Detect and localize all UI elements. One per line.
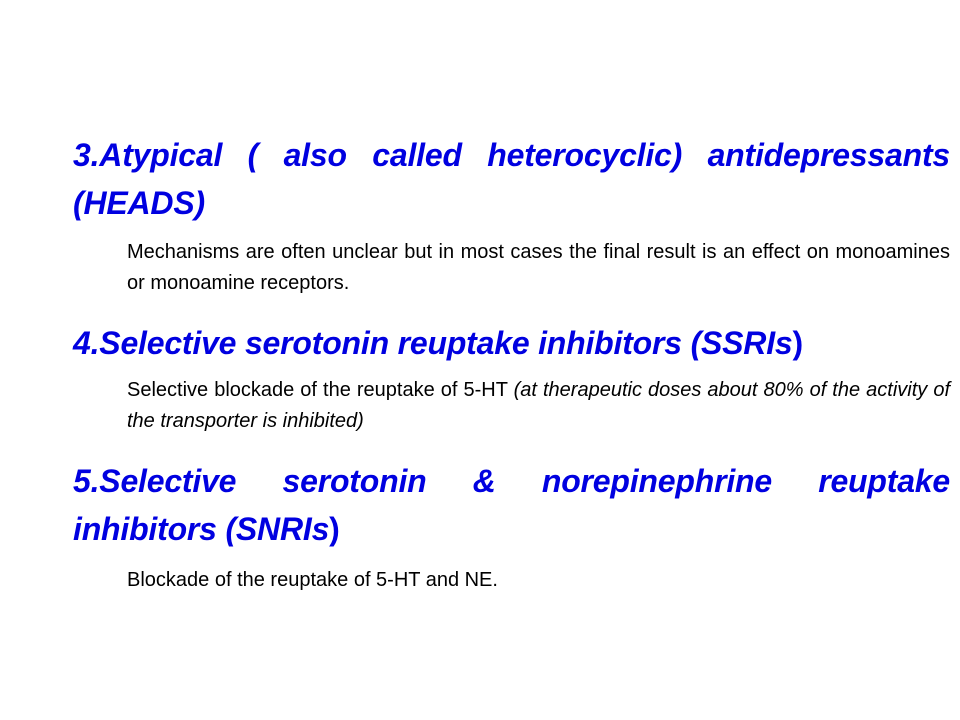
- body-italic-text: (at therapeutic doses about 80% of the activity of the transporter is inhibited): [127, 379, 950, 432]
- heading-ssris: [73, 319, 950, 367]
- heading-text: Selective serotonin reuptake inhibitors (SSRIs: [99, 325, 793, 361]
- slide-content: [73, 131, 950, 616]
- heading-snris: [73, 457, 950, 553]
- heading-number: 4.: [73, 325, 100, 361]
- heading-text: Atypical ( also called heterocyclic) antidepressants (HEADS): [73, 137, 950, 221]
- heading-number: 5.: [73, 463, 100, 499]
- body-atypical-mechanisms: Mechanisms are often unclear but in most cases the final result is an effect on monoamines or monoamine receptors.: [127, 241, 950, 294]
- body-snris: Blockade of the reuptake of 5-HT and NE.: [127, 569, 498, 591]
- heading-close-paren: ): [792, 325, 803, 361]
- heading-number: 3.: [73, 137, 100, 173]
- body-plain-text: Selective blockade of the reuptake of 5-HT: [127, 379, 514, 401]
- heading-close-paren: ): [329, 511, 340, 547]
- heading-text: Selective serotonin & norepinephrine reuptake inhibitors (SNRIs: [73, 463, 950, 547]
- body-ssris: [127, 375, 950, 437]
- heading-atypical-antidepressants: [73, 131, 950, 227]
